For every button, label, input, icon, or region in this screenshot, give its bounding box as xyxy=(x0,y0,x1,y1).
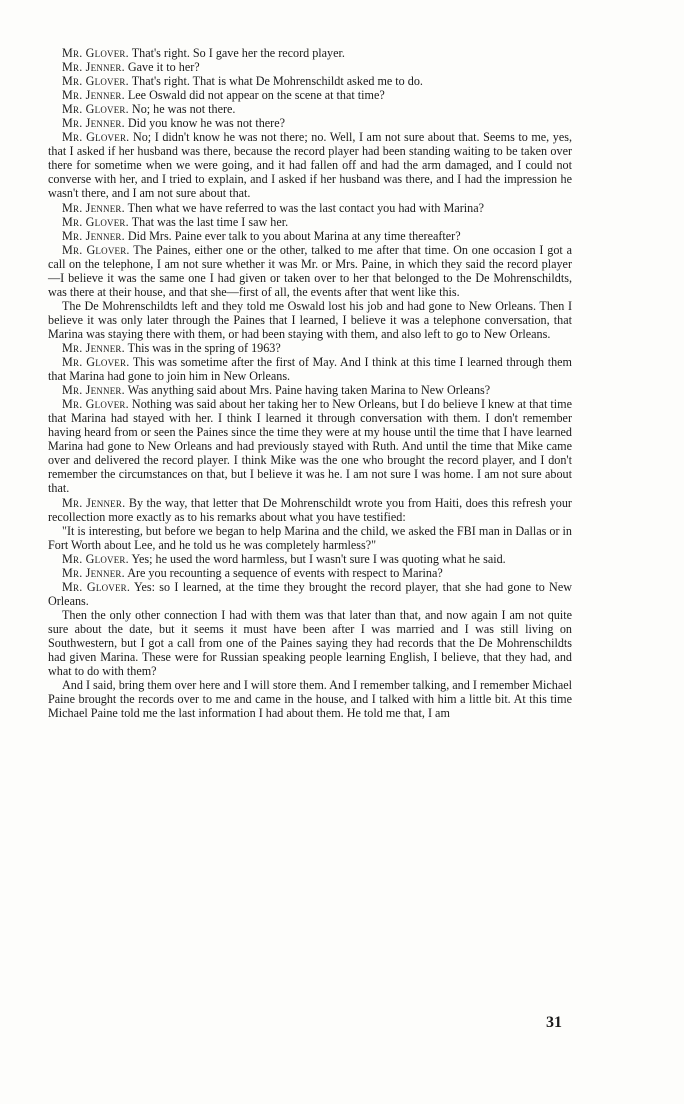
speaker-label: Mr. Glover. xyxy=(62,397,129,412)
paragraph xyxy=(48,116,572,130)
page-number: 31 xyxy=(546,1014,562,1031)
paragraph-text: And I said, bring them over here and I will store them. And I remember talking, and I remember Michael Paine brought the records over to me and came in the house, and I talked with him a little bit. At this time Michael Paine told me the last information I had about them. He told me that, I am xyxy=(48,678,572,721)
quoted-letter xyxy=(48,524,572,552)
paragraph-text: Gave it to her? xyxy=(127,60,200,75)
speaker-label: Mr. Jenner. xyxy=(62,340,125,355)
paragraph-text: That was the last time I saw her. xyxy=(131,214,289,229)
paragraph-text: That's right. That is what De Mohrenschildt asked me to do. xyxy=(131,74,423,89)
speaker-label: Mr. Jenner. xyxy=(62,60,125,75)
speaker-label: Mr. Glover. xyxy=(62,46,129,60)
paragraph-text: Yes; he used the word harmless, but I wasn't sure I was quoting what he said. xyxy=(131,551,506,566)
document-page xyxy=(48,46,572,720)
paragraph xyxy=(48,299,572,341)
speaker-label: Mr. Jenner. xyxy=(62,495,126,510)
speaker-label: Mr. Glover. xyxy=(62,579,131,594)
paragraph xyxy=(48,678,572,720)
paragraph xyxy=(48,201,572,215)
paragraph xyxy=(48,580,572,608)
paragraph xyxy=(48,215,572,229)
paragraph xyxy=(48,46,572,60)
speaker-label: Mr. Glover. xyxy=(62,551,129,566)
paragraph xyxy=(48,397,572,495)
paragraph-text: By the way, that letter that De Mohrenschildt wrote you from Haiti, does this refresh your recollection more exactly as to his remarks about what you have testified: xyxy=(48,495,572,524)
paragraph-text: That's right. So I gave her the record player. xyxy=(131,46,345,60)
paragraph xyxy=(48,88,572,102)
speaker-label: Mr. Glover. xyxy=(62,130,130,145)
paragraph-text: Did you know he was not there? xyxy=(127,116,285,131)
paragraph xyxy=(48,552,572,566)
paragraph-text: No; he was not there. xyxy=(131,102,236,117)
speaker-label: Mr. Jenner. xyxy=(62,200,125,215)
paragraph-text: Then what we have referred to was the last contact you had with Marina? xyxy=(127,200,484,215)
paragraph-text: Lee Oswald did not appear on the scene at that time? xyxy=(127,88,385,103)
speaker-label: Mr. Jenner. xyxy=(62,228,125,243)
paragraph-text: "It is interesting, but before we began to help Marina and the child, we asked the FBI man in Dallas or in Fort Worth about Lee, and he told us he was completely harmless?" xyxy=(48,523,572,552)
paragraph xyxy=(48,566,572,580)
paragraph-text: Then the only other connection I had with them was that later than that, and now again I am not quite sure about the date, but it seems it must have been after I was married and I was still living on Southwestern, but I got a call from one of the Paines saying they had records that the De Mohrenschildts had given Marina. These were for Russian speaking people learning English, I believe, that they had, and what to do with them? xyxy=(48,607,572,679)
speaker-label: Mr. Jenner. xyxy=(62,565,125,580)
speaker-label: Mr. Glover. xyxy=(62,214,129,229)
paragraph-text: This was in the spring of 1963? xyxy=(127,340,281,355)
paragraph xyxy=(48,243,572,299)
speaker-label: Mr. Jenner. xyxy=(62,88,125,103)
paragraph-text: Yes: so I learned, at the time they brought the record player, that she had gone to New Orleans. xyxy=(48,579,572,608)
speaker-label: Mr. Glover. xyxy=(62,355,130,370)
speaker-label: Mr. Glover. xyxy=(62,74,129,89)
paragraph xyxy=(48,74,572,88)
paragraph xyxy=(48,383,572,397)
paragraph xyxy=(48,341,572,355)
paragraph-text: Did Mrs. Paine ever talk to you about Marina at any time thereafter? xyxy=(127,228,461,243)
paragraph xyxy=(48,608,572,678)
paragraph-text: No; I didn't know he was not there; no. Well, I am not sure about that. Seems to me, yes, that I asked if her husband was there, because the record player had been standing waiting to be taken over there for sometime when we were going, and it had fallen off and had the arm damaged, and I could not converse with her, and I tried to explain, and I asked if her husband was there, and I had the impression he wasn't there, and I am not sure about that. xyxy=(48,130,572,201)
paragraph-text: Was anything said about Mrs. Paine having taken Marina to New Orleans? xyxy=(127,383,491,398)
paragraph xyxy=(48,60,572,74)
speaker-label: Mr. Glover. xyxy=(62,102,129,117)
paragraph-text: Nothing was said about her taking her to New Orleans, but I do believe I knew at that time that Marina had stayed with her. I think I learned it through conversation with them. I don't remember having heard from or seen the Paines since the time they were at my house until the time that I have learned Marina had gone to New Orleans and had previously stayed with Ruth. And until the time that Mike came over and delivered the record player. I think Mike was the one who brought the record player, and I don't remember the circumstances on that, but I believe it was he. I am not sure I was home. I am not sure about that. xyxy=(48,397,572,496)
paragraph-text: This was sometime after the first of May. And I think at this time I learned through them that Marina had gone to join him in New Orleans. xyxy=(48,355,572,384)
speaker-label: Mr. Jenner. xyxy=(62,116,125,131)
paragraph xyxy=(48,229,572,243)
paragraph-text: The Paines, either one or the other, talked to me after that time. On one occasion I got a call on the telephone, I am not sure whether it was Mr. or Mrs. Paine, in which they said the record player—I believe it was the same one I had given or taken over to her that belonged to the De Mohrenschildts, was there at their house, and that she—first of all, the events after that went like this. xyxy=(48,242,572,299)
paragraph xyxy=(48,130,572,200)
paragraph xyxy=(48,355,572,383)
speaker-label: Mr. Jenner. xyxy=(62,383,125,398)
speaker-label: Mr. Glover. xyxy=(62,242,130,257)
paragraph xyxy=(48,102,572,116)
paragraph-text: The De Mohrenschildts left and they told me Oswald lost his job and had gone to New Orleans. Then I believe it was only later through the Paines that I learned, I believe it was a telephone conversation, that Marina was staying there with them, or had been staying with them, and also left to go to New Orleans. xyxy=(48,298,572,341)
paragraph xyxy=(48,496,572,524)
paragraph-text: Are you recounting a sequence of events with respect to Marina? xyxy=(127,565,443,580)
